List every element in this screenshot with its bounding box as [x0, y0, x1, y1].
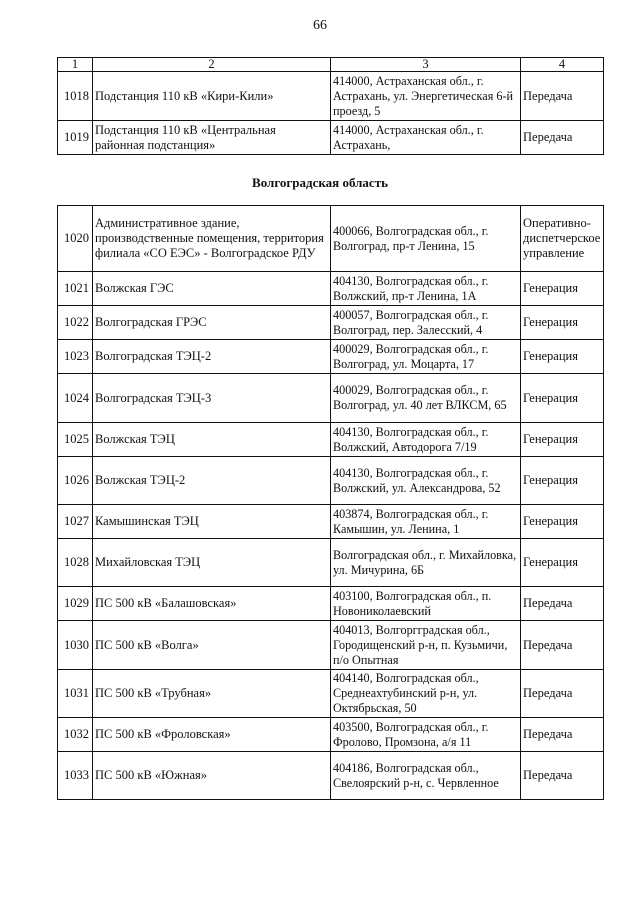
facility-name: ПС 500 кВ «Южная» — [93, 752, 331, 800]
facility-address: 404013, Волгоргградская обл., Городищенский р-н, п. Кузьмичи, п/о Опытная — [331, 621, 521, 670]
facility-type: Генерация — [521, 423, 604, 457]
facility-address: 403500, Волгоградская обл., г. Фролово, Промзона, а/я 11 — [331, 718, 521, 752]
facility-name: Волгоградская ГРЭС — [93, 306, 331, 340]
table-row — [58, 206, 604, 272]
table-row — [58, 121, 604, 155]
facility-type: Передача — [521, 718, 604, 752]
facility-address: 403100, Волгоградская обл., п. Новониколаевский — [331, 587, 521, 621]
row-number: 1029 — [58, 587, 93, 621]
facility-type: Передача — [521, 72, 604, 121]
facility-type: Генерация — [521, 539, 604, 587]
facility-type: Генерация — [521, 306, 604, 340]
facility-type: Генерация — [521, 272, 604, 306]
facility-name: ПС 500 кВ «Волга» — [93, 621, 331, 670]
row-number: 1021 — [58, 272, 93, 306]
facility-name: Подстанция 110 кВ «Кири-Кили» — [93, 72, 331, 121]
row-number: 1019 — [58, 121, 93, 155]
row-number: 1023 — [58, 340, 93, 374]
row-number: 1022 — [58, 306, 93, 340]
facility-address: 414000, Астраханская обл., г. Астрахань, — [331, 121, 521, 155]
table-row — [58, 374, 604, 423]
table-row — [58, 621, 604, 670]
table-row — [58, 718, 604, 752]
row-number: 1031 — [58, 670, 93, 718]
section-title: Волгоградская область — [252, 175, 388, 190]
row-number: 1028 — [58, 539, 93, 587]
table-row — [58, 72, 604, 121]
facilities-table-volgograd — [57, 205, 604, 800]
table-row — [58, 505, 604, 539]
facility-name: Административное здание, производственные помещения, территория филиала «СО ЕЭС» - Волгоградское РДУ — [93, 206, 331, 272]
facility-name: Камышинская ТЭЦ — [93, 505, 331, 539]
facility-name: Волгоградская ТЭЦ-3 — [93, 374, 331, 423]
facility-address: 400057, Волгоградская обл., г. Волгоград, пер. Залесский, 4 — [331, 306, 521, 340]
row-number: 1033 — [58, 752, 93, 800]
row-number: 1018 — [58, 72, 93, 121]
facility-type: Генерация — [521, 457, 604, 505]
table-row — [58, 539, 604, 587]
facility-type: Передача — [521, 587, 604, 621]
facility-name: ПС 500 кВ «Балашовская» — [93, 587, 331, 621]
facility-type: Передача — [521, 121, 604, 155]
row-number: 1020 — [58, 206, 93, 272]
row-number: 1027 — [58, 505, 93, 539]
facility-address: 400029, Волгоградская обл., г. Волгоград, ул. Моцарта, 17 — [331, 340, 521, 374]
facility-address: 414000, Астраханская обл., г. Астрахань, ул. Энергетическая 6-й проезд, 5 — [331, 72, 521, 121]
facility-name: Михайловская ТЭЦ — [93, 539, 331, 587]
column-header: 2 — [93, 58, 331, 72]
facility-type: Передача — [521, 621, 604, 670]
facility-name: Подстанция 110 кВ «Центральная районная подстанция» — [93, 121, 331, 155]
facility-type: Передача — [521, 670, 604, 718]
facility-address: 404186, Волгоградская обл., Свелоярский р-н, с. Червленное — [331, 752, 521, 800]
table-row — [58, 423, 604, 457]
row-number: 1024 — [58, 374, 93, 423]
column-header: 3 — [331, 58, 521, 72]
facility-address: 404130, Волгоградская обл., г. Волжский, пр-т Ленина, 1А — [331, 272, 521, 306]
facility-name: ПС 500 кВ «Трубная» — [93, 670, 331, 718]
facility-name: Волжская ТЭЦ — [93, 423, 331, 457]
facility-address: 404140, Волгоградская обл., Среднеахтубинский р-н, ул. Октябрьская, 50 — [331, 670, 521, 718]
table-row — [58, 306, 604, 340]
facility-name: Волжская ГЭС — [93, 272, 331, 306]
row-number: 1030 — [58, 621, 93, 670]
row-number: 1026 — [58, 457, 93, 505]
table-row — [58, 670, 604, 718]
facility-type: Генерация — [521, 374, 604, 423]
facility-name: ПС 500 кВ «Фроловская» — [93, 718, 331, 752]
facility-address: 404130, Волгоградская обл., г. Волжский, Автодорога 7/19 — [331, 423, 521, 457]
table-row — [58, 340, 604, 374]
facility-type: Генерация — [521, 505, 604, 539]
table-row — [58, 457, 604, 505]
facility-address: 400029, Волгоградская обл., г. Волгоград, ул. 40 лет ВЛКСМ, 65 — [331, 374, 521, 423]
facility-address: 400066, Волгоградская обл., г. Волгоград, пр-т Ленина, 15 — [331, 206, 521, 272]
facility-name: Волжская ТЭЦ-2 — [93, 457, 331, 505]
facilities-table-top — [57, 57, 604, 155]
facility-type: Генерация — [521, 340, 604, 374]
facility-address: Волгоградская обл., г. Михайловка, ул. Мичурина, 6Б — [331, 539, 521, 587]
column-header: 1 — [58, 58, 93, 72]
facility-address: 403874, Волгоградская обл., г. Камышин, ул. Ленина, 1 — [331, 505, 521, 539]
row-number: 1032 — [58, 718, 93, 752]
page-number: 66 — [313, 18, 327, 33]
row-number: 1025 — [58, 423, 93, 457]
facility-address: 404130, Волгоградская обл., г. Волжский, ул. Александрова, 52 — [331, 457, 521, 505]
facility-type: Оперативно-диспетчерское управление — [521, 206, 604, 272]
table-row — [58, 752, 604, 800]
table-row — [58, 587, 604, 621]
facility-name: Волгоградская ТЭЦ-2 — [93, 340, 331, 374]
table-header-row — [58, 58, 604, 72]
column-header: 4 — [521, 58, 604, 72]
facility-type: Передача — [521, 752, 604, 800]
table-row — [58, 272, 604, 306]
